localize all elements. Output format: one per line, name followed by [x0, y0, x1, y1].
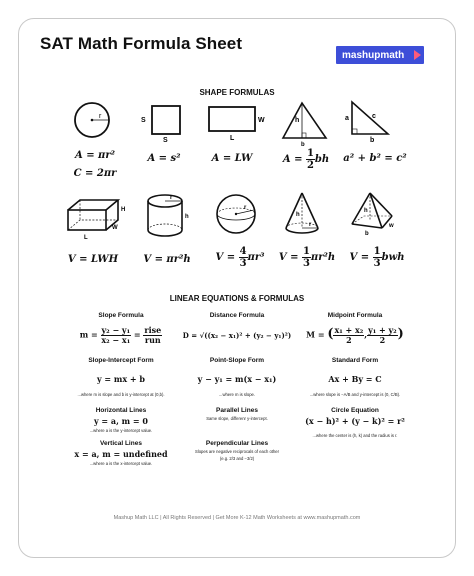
play-icon [414, 50, 421, 60]
shape-formulas-heading: SHAPE FORMULAS [199, 88, 275, 97]
prism-volume-formula: V = LWH [67, 254, 119, 265]
square-area-formula: A = s² [147, 153, 181, 164]
parallel-lines-title: Parallel Lines [216, 407, 258, 414]
page-title: SAT Math Formula Sheet [40, 34, 243, 53]
hypotenuse-c-label: c [372, 113, 376, 120]
slope-formula-title: Slope Formula [98, 312, 144, 319]
midpoint-formula: M = ( $\frac{\text{x₁ + x₂}}{2}$ , $\frac{\text{y₁ + y₂}}{2}$ ) [306, 325, 404, 345]
pyramid-shape [348, 190, 400, 240]
horizontal-lines-title: Horizontal Lines [95, 407, 147, 414]
pyramid-width-label: w [389, 223, 394, 229]
triangle-base-label: b [301, 142, 305, 148]
cylinder-radius-label: r [170, 195, 173, 201]
pyramid-height-label: h [364, 208, 368, 214]
standard-form-title: Standard Form [331, 357, 379, 364]
circle-equation-formula: (x − h)² + (y − k)² = r² [305, 416, 405, 426]
slope-intercept-title: Slope-Intercept Form [88, 357, 154, 364]
footer-credit: Mashup Math LLC | All Rights Reserved | Get More K-12 Math Worksheets at www.mashupmath.com [113, 515, 361, 521]
prism-length-label: L [84, 235, 88, 241]
rectangular-prism-shape [64, 196, 130, 240]
square-shape [140, 104, 188, 144]
rectangle-shape [206, 104, 268, 144]
prism-width-label: W [112, 225, 118, 231]
linear-equations-heading: LINEAR EQUATIONS & FORMULAS [169, 294, 305, 303]
sphere-shape [214, 192, 262, 240]
rectangle-length-label: L [230, 135, 235, 142]
circle-shape [72, 100, 116, 140]
leg-a-label: a [345, 115, 349, 122]
distance-formula: D = √((x₂ − x₁)² + (y₂ − y₁)²) [182, 331, 292, 340]
sphere-volume-formula: V = $\frac{4}{3}$ πr³ [215, 246, 265, 269]
cylinder-shape [144, 192, 194, 242]
square-side-label: S [141, 117, 146, 124]
slope-formula: m = $\frac{\text{y₂ − y₁}}{\text{x₂ − x₁}}$ = $\frac{\text{rise}}{\text{run}}$ [79, 325, 162, 345]
pyramid-base-label: b [365, 231, 369, 237]
rectangle-area-formula: A = LW [211, 153, 253, 164]
horizontal-lines-note: ...where a is the y-intercept value. [89, 428, 153, 433]
cone-shape [282, 190, 330, 242]
prism-height-label: H [121, 207, 126, 213]
cone-volume-formula: V = $\frac{1}{3}$ πr²h [278, 246, 336, 269]
circle-equation-note: ...where the center is (h, k) and the radius is r. [312, 433, 398, 438]
pythagorean-formula: a² + b² = c² [343, 153, 407, 164]
standard-form-formula: Ax + By = C [328, 374, 382, 384]
vertical-lines-note: ...where a is the x-intercept value. [89, 461, 153, 466]
triangle-height-label: h [295, 117, 300, 124]
logo-text: mashupmath [342, 49, 405, 61]
circle-area-formula: A = πr² [74, 150, 116, 161]
midpoint-formula-title: Midpoint Formula [327, 312, 383, 319]
vertical-lines-title: Vertical Lines [100, 440, 142, 447]
right-triangle-shape [344, 98, 394, 144]
square-bottom-label: S [163, 137, 168, 144]
slope-intercept-formula: y = mx + b [96, 374, 146, 384]
point-slope-note: ...where m is slope. [218, 392, 256, 397]
perpendicular-lines-example: (e.g. 2/3 and −3/2) [219, 456, 255, 461]
standard-form-note: ...where slope is −A/B and y-intercept is (0, C/B). [309, 392, 401, 397]
perpendicular-lines-title: Perpendicular Lines [205, 440, 269, 447]
leg-b-label: b [370, 137, 375, 144]
circle-equation-title: Circle Equation [331, 407, 379, 414]
cone-radius-label: r [309, 222, 312, 228]
cone-height-label: h [296, 212, 300, 218]
sphere-radius-label: r [244, 205, 247, 211]
perpendicular-lines-note: Slopes are negative reciprocals of each other [194, 449, 280, 454]
slope-intercept-note: ...where m is slope and b is y-intercept at (0,b). [77, 392, 165, 397]
triangle-area-formula: A = $\frac{1}{2}$ bh [282, 148, 330, 171]
brand-logo[interactable] [336, 46, 424, 64]
cylinder-volume-formula: V = πr²h [143, 254, 191, 265]
rectangle-width-label: W [258, 117, 265, 124]
cylinder-height-label: h [185, 214, 189, 220]
horizontal-lines-formula: y = a, m = 0 [94, 416, 148, 426]
point-slope-formula: y − y₁ = m(x − x₁) [197, 374, 277, 384]
distance-formula-title: Distance Formula [209, 312, 265, 319]
circle-circumference-formula: C = 2πr [73, 168, 117, 179]
vertical-lines-formula: x = a, m = undefined [74, 449, 168, 459]
pyramid-volume-formula: V = $\frac{1}{3}$ bwh [349, 246, 405, 269]
point-slope-title: Point-Slope Form [209, 357, 265, 364]
parallel-lines-note: Same slope, differenr y-intercept. [206, 416, 268, 421]
circle-radius-label: r [99, 113, 102, 120]
triangle-shape [280, 100, 330, 148]
